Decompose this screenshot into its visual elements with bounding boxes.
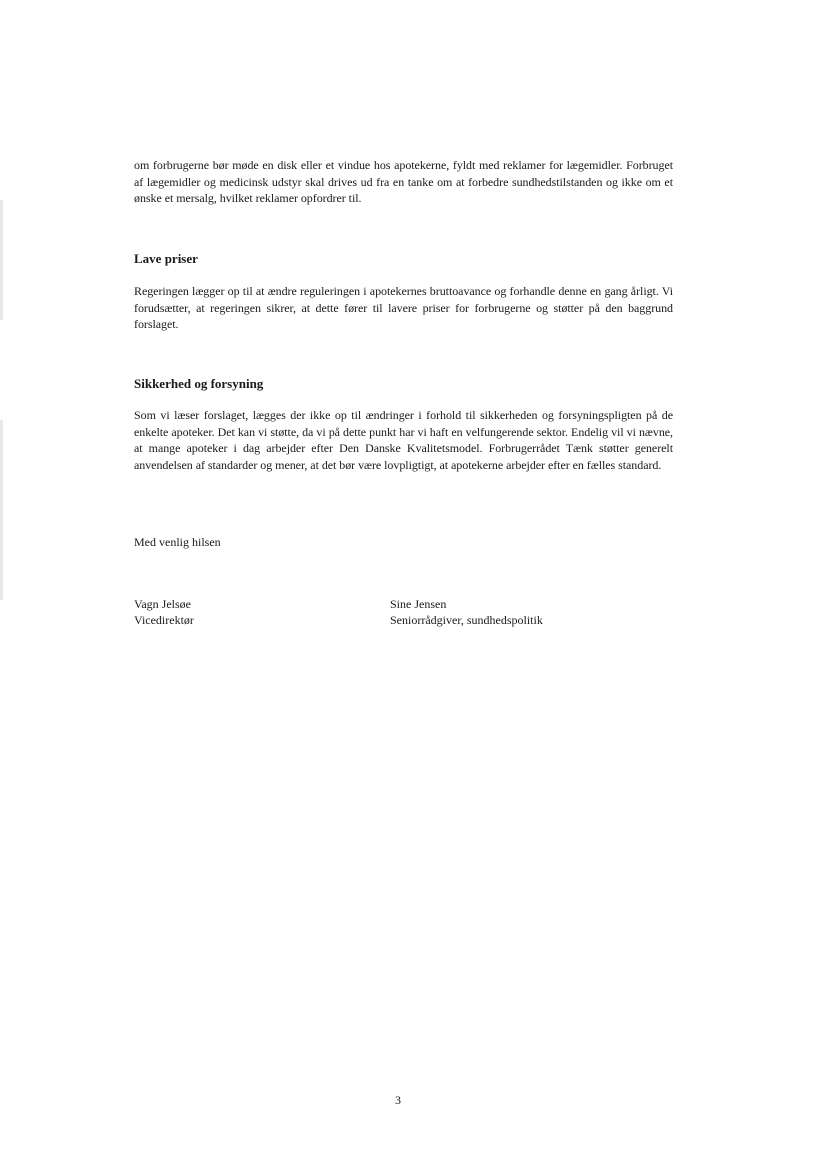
signatory-title: Seniorrådgiver, sundhedspolitik [390,613,543,627]
intro-paragraph: om forbrugerne bør møde en disk eller et vindue hos apotekerne, fyldt med reklamer for lægemidler. Forbruget af lægemidler og medicinsk udstyr skal drives ud fra en tanke om at forbedre sundhedstilstanden og ikke om et ønske et mersalg, hvilket reklamer opfordrer til. [134,158,673,206]
scan-edge-mark [0,420,3,600]
section-body-sikkerhed-og-forsyning: Som vi læser forslaget, lægges der ikke op til ændringer i forhold til sikkerheden og forsyningspligten på de enkelte apoteker. Det kan vi støtte, da vi på dette punkt har vi haft en velfungerende sektor. Endelig vil vi nævne, at mange apoteker i dag arbejder efter Den Danske Kvalitetsmodel. Forbrugerrådet Tænk støtter generelt anvendelsen af standarder og mener, at det bør være lovpligtigt, at apotekerne arbejder efter en fælles standard. [134,408,673,472]
section-heading-sikkerhed-og-forsyning: Sikkerhed og forsyning [134,376,264,391]
signatory-name: Vagn Jelsøe [134,597,191,611]
closing-greeting: Med venlig hilsen [134,535,221,549]
section-body-lave-priser: Regeringen lægger op til at ændre reguleringen i apotekernes bruttoavance og forhandle denne en gang årligt. Vi forudsætter, at regeringen sikrer, at dette fører til lavere priser for forbrugerne og støtter på den baggrund forslaget. [134,284,673,332]
signatory-name: Sine Jensen [390,597,447,611]
page-number: 3 [395,1093,401,1107]
scan-edge-mark [0,200,3,320]
signatory-title: Vicedirektør [134,613,194,627]
section-heading-lave-priser: Lave priser [134,251,198,266]
